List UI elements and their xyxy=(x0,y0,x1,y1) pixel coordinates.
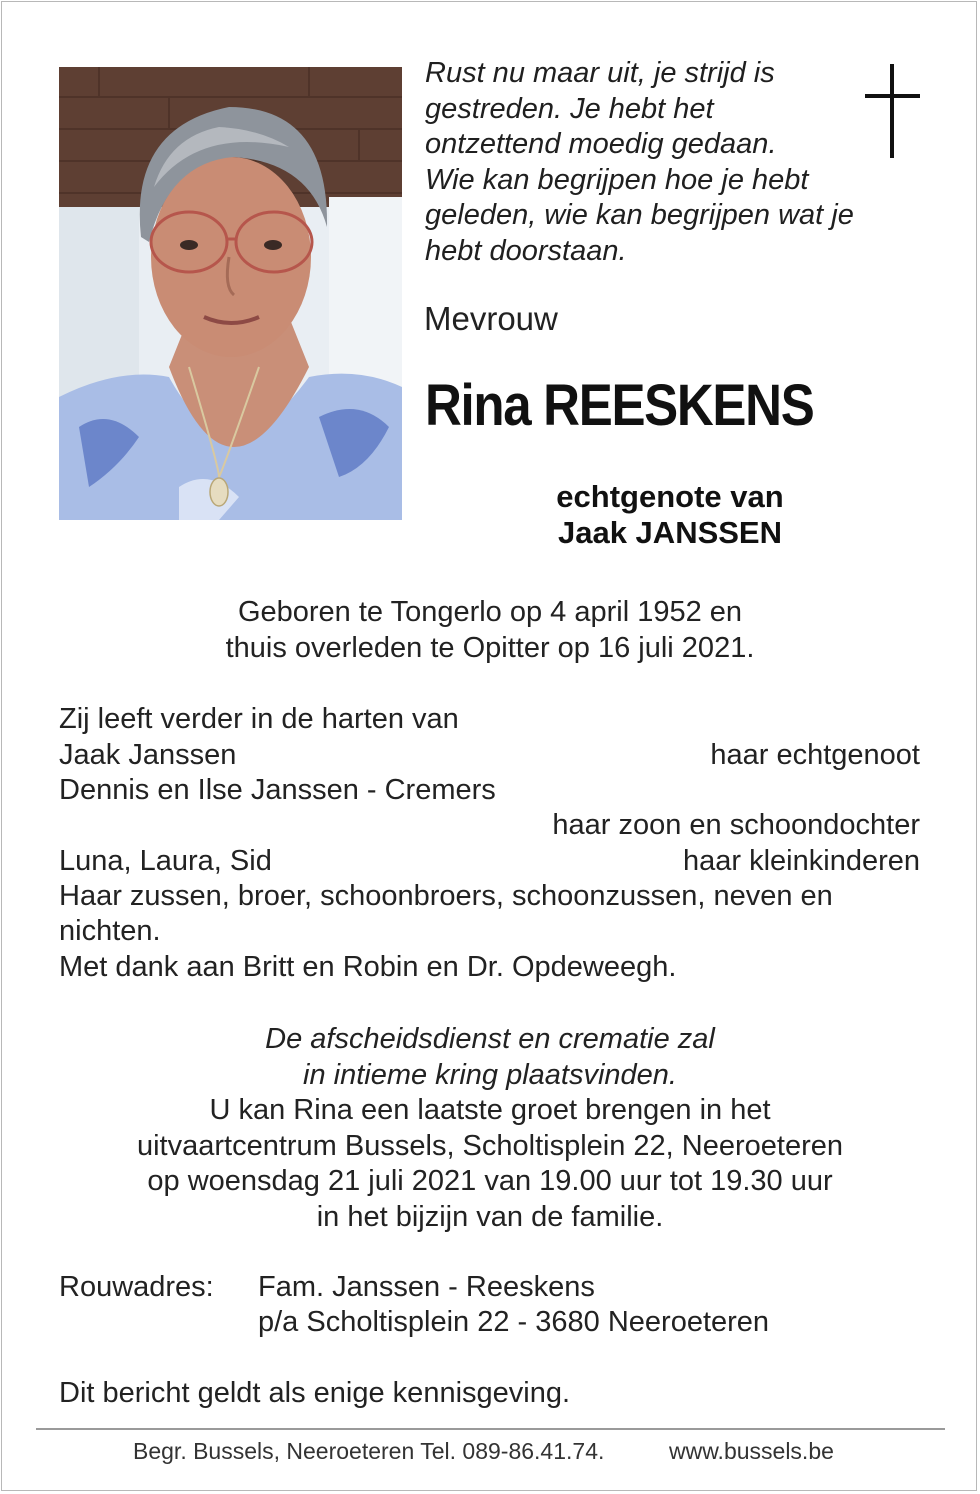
poem-line: gestreden. Je hebt het xyxy=(425,92,714,125)
portrait-photo xyxy=(59,67,402,520)
deceased-name: Rina REESKENS xyxy=(425,373,814,438)
survivor-relation: haar kleinkinderen xyxy=(683,845,920,877)
ceremony-line: uitvaartcentrum Bussels, Scholtisplein 22, Neeroeteren xyxy=(136,1129,844,1162)
address-line: p/a Scholtisplein 22 - 3680 Neeroeteren xyxy=(258,1306,770,1338)
spouse-block xyxy=(520,479,820,551)
survivor-name: Dennis en Ilse Janssen - Cremers xyxy=(59,774,496,806)
ceremony-info xyxy=(0,1022,980,1235)
survivor-name: Jaak Janssen xyxy=(59,739,237,771)
poem-line: geleden, wie kan begrijpen wat je xyxy=(425,199,854,231)
survivor-relation: haar echtgenoot xyxy=(710,739,920,771)
death-line: thuis overleden te Opitter op 16 juli 2021. xyxy=(225,631,755,664)
poem-line: Wie kan begrijpen hoe je hebt xyxy=(425,163,809,196)
extended-family-line: Haar zussen, broer, schoonbroers, schoonzussen, neven en xyxy=(59,880,833,912)
poem-line: ontzettend moedig gedaan. xyxy=(425,128,777,160)
ceremony-italic-line: De afscheidsdienst en crematie zal xyxy=(265,1023,715,1055)
poem xyxy=(425,56,865,269)
relation-label: echtgenote van xyxy=(556,479,784,514)
survivors-intro: Zij leeft verder in de harten van xyxy=(59,703,459,735)
footer-divider xyxy=(36,1428,945,1430)
honorific: Mevrouw xyxy=(424,300,558,337)
ceremony-italic-line: in intieme kring plaatsvinden. xyxy=(303,1058,677,1091)
survivor-name: Luna, Laura, Sid xyxy=(59,845,272,877)
ceremony-line: U kan Rina een laatste groet brengen in het xyxy=(209,1094,771,1126)
birth-death-info xyxy=(0,595,980,666)
birth-line: Geboren te Tongerlo op 4 april 1952 en xyxy=(237,596,743,628)
thanks-line: Met dank aan Britt en Robin en Dr. Opdeweegh. xyxy=(59,951,677,983)
funeral-home-contact: Begr. Bussels, Neeroeteren Tel. 089-86.41.74. xyxy=(133,1438,605,1464)
ceremony-line: op woensdag 21 juli 2021 van 19.00 uur tot 19.30 uur xyxy=(147,1165,833,1197)
address-line: Fam. Janssen - Reeskens xyxy=(258,1271,595,1303)
poem-line: Rust nu maar uit, je strijd is xyxy=(425,57,775,89)
notice-line: Dit bericht geldt als enige kennisgeving. xyxy=(59,1377,571,1409)
address-label: Rouwadres: xyxy=(59,1271,214,1303)
website-link[interactable]: www.bussels.be xyxy=(669,1438,834,1464)
poem-line: hebt doorstaan. xyxy=(425,234,627,267)
survivor-relation: haar zoon en schoondochter xyxy=(552,809,920,841)
extended-family-line: nichten. xyxy=(59,915,161,947)
spouse-name: Jaak JANSSEN xyxy=(557,515,782,550)
ceremony-line: in het bijzijn van de familie. xyxy=(316,1200,664,1233)
